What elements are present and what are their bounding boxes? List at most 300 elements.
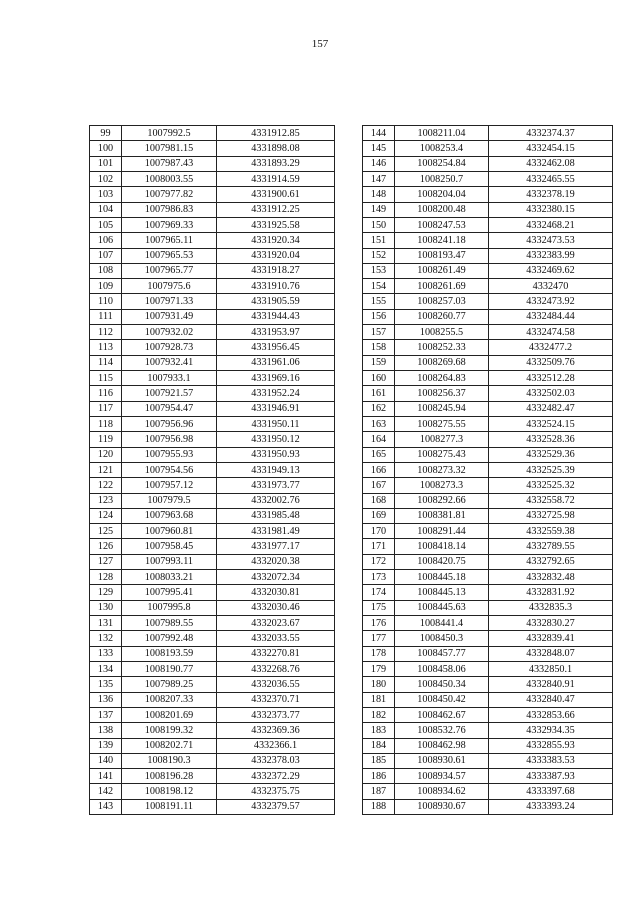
point-number-cell: 168 bbox=[363, 493, 395, 508]
y-coordinate-cell: 4332509.76 bbox=[489, 355, 613, 370]
table-row bbox=[363, 631, 613, 646]
point-number-cell: 167 bbox=[363, 478, 395, 493]
point-number-cell: 112 bbox=[90, 325, 122, 340]
x-coordinate-cell: 1008445.13 bbox=[395, 585, 489, 600]
y-coordinate-cell: 4332525.32 bbox=[489, 478, 613, 493]
table-row bbox=[363, 432, 613, 447]
x-coordinate-cell: 1008273.32 bbox=[395, 462, 489, 477]
y-coordinate-cell: 4331952.24 bbox=[217, 386, 335, 401]
x-coordinate-cell: 1008033.21 bbox=[122, 570, 217, 585]
y-coordinate-cell: 4331900.61 bbox=[217, 187, 335, 202]
y-coordinate-cell: 4332268.76 bbox=[217, 661, 335, 676]
table-row bbox=[90, 340, 335, 355]
x-coordinate-cell: 1008462.67 bbox=[395, 707, 489, 722]
x-coordinate-cell: 1008256.37 bbox=[395, 386, 489, 401]
y-coordinate-cell: 4332848.07 bbox=[489, 646, 613, 661]
x-coordinate-cell: 1008199.32 bbox=[122, 723, 217, 738]
table-row bbox=[363, 462, 613, 477]
y-coordinate-cell: 4331893.29 bbox=[217, 156, 335, 171]
table-row bbox=[90, 753, 335, 768]
y-coordinate-cell: 4332033.55 bbox=[217, 631, 335, 646]
point-number-cell: 160 bbox=[363, 371, 395, 386]
y-coordinate-cell: 4332832.48 bbox=[489, 570, 613, 585]
x-coordinate-cell: 1008420.75 bbox=[395, 554, 489, 569]
table-row bbox=[90, 600, 335, 615]
table-row bbox=[363, 263, 613, 278]
x-coordinate-cell: 1008196.28 bbox=[122, 769, 217, 784]
y-coordinate-cell: 4332831.92 bbox=[489, 585, 613, 600]
table-row bbox=[90, 126, 335, 141]
point-number-cell: 186 bbox=[363, 769, 395, 784]
y-coordinate-cell: 4332502.03 bbox=[489, 386, 613, 401]
y-coordinate-cell: 4332462.08 bbox=[489, 156, 613, 171]
x-coordinate-cell: 1007932.41 bbox=[122, 355, 217, 370]
y-coordinate-cell: 4332473.92 bbox=[489, 294, 613, 309]
table-row bbox=[363, 279, 613, 294]
x-coordinate-cell: 1007957.12 bbox=[122, 478, 217, 493]
point-number-cell: 125 bbox=[90, 524, 122, 539]
x-coordinate-cell: 1008273.3 bbox=[395, 478, 489, 493]
y-coordinate-cell: 4332484.44 bbox=[489, 309, 613, 324]
x-coordinate-cell: 1008291.44 bbox=[395, 524, 489, 539]
y-coordinate-cell: 4332529.36 bbox=[489, 447, 613, 462]
x-coordinate-cell: 1007989.55 bbox=[122, 616, 217, 631]
point-number-cell: 107 bbox=[90, 248, 122, 263]
point-number-cell: 123 bbox=[90, 493, 122, 508]
table-row bbox=[363, 217, 613, 232]
table-row bbox=[90, 570, 335, 585]
x-coordinate-cell: 1007928.73 bbox=[122, 340, 217, 355]
y-coordinate-cell: 4331898.08 bbox=[217, 141, 335, 156]
point-number-cell: 154 bbox=[363, 279, 395, 294]
point-number-cell: 155 bbox=[363, 294, 395, 309]
table-row bbox=[90, 141, 335, 156]
point-number-cell: 151 bbox=[363, 233, 395, 248]
table-row bbox=[90, 554, 335, 569]
table-row bbox=[90, 416, 335, 431]
table-row bbox=[90, 616, 335, 631]
x-coordinate-cell: 1008457.77 bbox=[395, 646, 489, 661]
table-row bbox=[90, 248, 335, 263]
point-number-cell: 110 bbox=[90, 294, 122, 309]
y-coordinate-cell: 4332559.38 bbox=[489, 524, 613, 539]
point-number-cell: 100 bbox=[90, 141, 122, 156]
y-coordinate-cell: 4332482.47 bbox=[489, 401, 613, 416]
point-number-cell: 161 bbox=[363, 386, 395, 401]
point-number-cell: 108 bbox=[90, 263, 122, 278]
table-row bbox=[363, 187, 613, 202]
y-coordinate-cell: 4331918.27 bbox=[217, 263, 335, 278]
point-number-cell: 124 bbox=[90, 508, 122, 523]
point-number-cell: 165 bbox=[363, 447, 395, 462]
y-coordinate-cell: 4331949.13 bbox=[217, 462, 335, 477]
y-coordinate-cell: 4332366.1 bbox=[217, 738, 335, 753]
x-coordinate-cell: 1007993.11 bbox=[122, 554, 217, 569]
x-coordinate-cell: 1007992.5 bbox=[122, 126, 217, 141]
table-row bbox=[363, 401, 613, 416]
table-body-right bbox=[363, 126, 613, 815]
x-coordinate-cell: 1008418.14 bbox=[395, 539, 489, 554]
y-coordinate-cell: 4332789.55 bbox=[489, 539, 613, 554]
table-row bbox=[363, 723, 613, 738]
x-coordinate-cell: 1007954.56 bbox=[122, 462, 217, 477]
y-coordinate-cell: 4332524.15 bbox=[489, 416, 613, 431]
point-number-cell: 132 bbox=[90, 631, 122, 646]
table-row bbox=[363, 508, 613, 523]
point-number-cell: 118 bbox=[90, 416, 122, 431]
table-row bbox=[90, 738, 335, 753]
x-coordinate-cell: 1008381.81 bbox=[395, 508, 489, 523]
table-row bbox=[363, 126, 613, 141]
x-coordinate-cell: 1008253.4 bbox=[395, 141, 489, 156]
x-coordinate-cell: 1008450.42 bbox=[395, 692, 489, 707]
point-number-cell: 131 bbox=[90, 616, 122, 631]
point-number-cell: 157 bbox=[363, 325, 395, 340]
y-coordinate-cell: 4332725.98 bbox=[489, 508, 613, 523]
x-coordinate-cell: 1008275.55 bbox=[395, 416, 489, 431]
y-coordinate-cell: 4332374.37 bbox=[489, 126, 613, 141]
point-number-cell: 177 bbox=[363, 631, 395, 646]
point-number-cell: 174 bbox=[363, 585, 395, 600]
point-number-cell: 127 bbox=[90, 554, 122, 569]
x-coordinate-cell: 1008211.04 bbox=[395, 126, 489, 141]
x-coordinate-cell: 1008201.69 bbox=[122, 707, 217, 722]
table-row bbox=[363, 753, 613, 768]
point-number-cell: 183 bbox=[363, 723, 395, 738]
point-number-cell: 169 bbox=[363, 508, 395, 523]
x-coordinate-cell: 1008190.77 bbox=[122, 661, 217, 676]
x-coordinate-cell: 1007992.48 bbox=[122, 631, 217, 646]
point-number-cell: 156 bbox=[363, 309, 395, 324]
point-number-cell: 166 bbox=[363, 462, 395, 477]
table-row bbox=[363, 707, 613, 722]
point-number-cell: 138 bbox=[90, 723, 122, 738]
y-coordinate-cell: 4332378.03 bbox=[217, 753, 335, 768]
y-coordinate-cell: 4332855.93 bbox=[489, 738, 613, 753]
point-number-cell: 176 bbox=[363, 616, 395, 631]
x-coordinate-cell: 1008462.98 bbox=[395, 738, 489, 753]
table-row bbox=[90, 784, 335, 799]
y-coordinate-cell: 4332558.72 bbox=[489, 493, 613, 508]
table-row bbox=[363, 616, 613, 631]
table-row bbox=[90, 355, 335, 370]
y-coordinate-cell: 4332477.2 bbox=[489, 340, 613, 355]
table-row bbox=[90, 171, 335, 186]
x-coordinate-cell: 1008277.3 bbox=[395, 432, 489, 447]
x-coordinate-cell: 1007955.93 bbox=[122, 447, 217, 462]
y-coordinate-cell: 4332830.27 bbox=[489, 616, 613, 631]
point-number-cell: 101 bbox=[90, 156, 122, 171]
y-coordinate-cell: 4332469.62 bbox=[489, 263, 613, 278]
y-coordinate-cell: 4332020.38 bbox=[217, 554, 335, 569]
table-row bbox=[90, 661, 335, 676]
point-number-cell: 181 bbox=[363, 692, 395, 707]
point-number-cell: 163 bbox=[363, 416, 395, 431]
table-row bbox=[90, 524, 335, 539]
table-row bbox=[363, 554, 613, 569]
point-number-cell: 140 bbox=[90, 753, 122, 768]
table-row bbox=[363, 202, 613, 217]
point-number-cell: 147 bbox=[363, 171, 395, 186]
table-row bbox=[363, 248, 613, 263]
table-row bbox=[90, 325, 335, 340]
table-row bbox=[363, 738, 613, 753]
table-row bbox=[363, 769, 613, 784]
x-coordinate-cell: 1007969.33 bbox=[122, 217, 217, 232]
y-coordinate-cell: 4332850.1 bbox=[489, 661, 613, 676]
x-coordinate-cell: 1008930.61 bbox=[395, 753, 489, 768]
x-coordinate-cell: 1007956.96 bbox=[122, 416, 217, 431]
point-number-cell: 134 bbox=[90, 661, 122, 676]
point-number-cell: 136 bbox=[90, 692, 122, 707]
x-coordinate-cell: 1008261.69 bbox=[395, 279, 489, 294]
table-row bbox=[90, 585, 335, 600]
y-coordinate-cell: 4332839.41 bbox=[489, 631, 613, 646]
point-number-cell: 175 bbox=[363, 600, 395, 615]
point-number-cell: 119 bbox=[90, 432, 122, 447]
table-row bbox=[90, 401, 335, 416]
y-coordinate-cell: 4332470 bbox=[489, 279, 613, 294]
table-row bbox=[363, 585, 613, 600]
point-number-cell: 179 bbox=[363, 661, 395, 676]
x-coordinate-cell: 1008264.83 bbox=[395, 371, 489, 386]
point-number-cell: 159 bbox=[363, 355, 395, 370]
x-coordinate-cell: 1008254.84 bbox=[395, 156, 489, 171]
table-row bbox=[363, 309, 613, 324]
x-coordinate-cell: 1007963.68 bbox=[122, 508, 217, 523]
point-number-cell: 111 bbox=[90, 309, 122, 324]
x-coordinate-cell: 1008934.57 bbox=[395, 769, 489, 784]
point-number-cell: 142 bbox=[90, 784, 122, 799]
table-row bbox=[90, 447, 335, 462]
point-number-cell: 117 bbox=[90, 401, 122, 416]
x-coordinate-cell: 1007989.25 bbox=[122, 677, 217, 692]
table-row bbox=[363, 799, 613, 814]
x-coordinate-cell: 1007965.77 bbox=[122, 263, 217, 278]
y-coordinate-cell: 4331985.48 bbox=[217, 508, 335, 523]
table-row bbox=[363, 600, 613, 615]
y-coordinate-cell: 4331953.97 bbox=[217, 325, 335, 340]
table-row bbox=[363, 524, 613, 539]
y-coordinate-cell: 4332835.3 bbox=[489, 600, 613, 615]
point-number-cell: 178 bbox=[363, 646, 395, 661]
y-coordinate-cell: 4331905.59 bbox=[217, 294, 335, 309]
y-coordinate-cell: 4331950.12 bbox=[217, 432, 335, 447]
point-number-cell: 170 bbox=[363, 524, 395, 539]
x-coordinate-cell: 1008450.34 bbox=[395, 677, 489, 692]
table-row bbox=[363, 447, 613, 462]
y-coordinate-cell: 4332370.71 bbox=[217, 692, 335, 707]
x-coordinate-cell: 1008003.55 bbox=[122, 171, 217, 186]
x-coordinate-cell: 1008261.49 bbox=[395, 263, 489, 278]
y-coordinate-cell: 4333387.93 bbox=[489, 769, 613, 784]
x-coordinate-cell: 1008252.33 bbox=[395, 340, 489, 355]
x-coordinate-cell: 1008445.18 bbox=[395, 570, 489, 585]
table-row bbox=[90, 462, 335, 477]
point-number-cell: 182 bbox=[363, 707, 395, 722]
y-coordinate-cell: 4331910.76 bbox=[217, 279, 335, 294]
table-row bbox=[363, 539, 613, 554]
y-coordinate-cell: 4331912.85 bbox=[217, 126, 335, 141]
y-coordinate-cell: 4331946.91 bbox=[217, 401, 335, 416]
point-number-cell: 109 bbox=[90, 279, 122, 294]
y-coordinate-cell: 4333383.53 bbox=[489, 753, 613, 768]
y-coordinate-cell: 4331950.11 bbox=[217, 416, 335, 431]
x-coordinate-cell: 1007987.43 bbox=[122, 156, 217, 171]
table-row bbox=[363, 371, 613, 386]
y-coordinate-cell: 4331956.45 bbox=[217, 340, 335, 355]
point-number-cell: 172 bbox=[363, 554, 395, 569]
y-coordinate-cell: 4332465.55 bbox=[489, 171, 613, 186]
table-row bbox=[363, 493, 613, 508]
point-number-cell: 106 bbox=[90, 233, 122, 248]
x-coordinate-cell: 1007932.02 bbox=[122, 325, 217, 340]
x-coordinate-cell: 1007954.47 bbox=[122, 401, 217, 416]
table-row bbox=[90, 508, 335, 523]
x-coordinate-cell: 1008202.71 bbox=[122, 738, 217, 753]
x-coordinate-cell: 1007981.15 bbox=[122, 141, 217, 156]
y-coordinate-cell: 4331961.06 bbox=[217, 355, 335, 370]
table-row bbox=[363, 294, 613, 309]
table-row bbox=[90, 646, 335, 661]
point-number-cell: 133 bbox=[90, 646, 122, 661]
point-number-cell: 144 bbox=[363, 126, 395, 141]
x-coordinate-cell: 1007921.57 bbox=[122, 386, 217, 401]
x-coordinate-cell: 1008292.66 bbox=[395, 493, 489, 508]
point-number-cell: 149 bbox=[363, 202, 395, 217]
table-row bbox=[363, 478, 613, 493]
point-number-cell: 171 bbox=[363, 539, 395, 554]
y-coordinate-cell: 4331969.16 bbox=[217, 371, 335, 386]
x-coordinate-cell: 1007971.33 bbox=[122, 294, 217, 309]
point-number-cell: 153 bbox=[363, 263, 395, 278]
x-coordinate-cell: 1008532.76 bbox=[395, 723, 489, 738]
y-coordinate-cell: 4332473.53 bbox=[489, 233, 613, 248]
point-number-cell: 116 bbox=[90, 386, 122, 401]
table-row bbox=[363, 692, 613, 707]
x-coordinate-cell: 1008275.43 bbox=[395, 447, 489, 462]
y-coordinate-cell: 4332528.36 bbox=[489, 432, 613, 447]
x-coordinate-cell: 1008241.18 bbox=[395, 233, 489, 248]
y-coordinate-cell: 4332375.75 bbox=[217, 784, 335, 799]
point-number-cell: 188 bbox=[363, 799, 395, 814]
x-coordinate-cell: 1007931.49 bbox=[122, 309, 217, 324]
table-row bbox=[90, 202, 335, 217]
x-coordinate-cell: 1007965.53 bbox=[122, 248, 217, 263]
table-row bbox=[363, 233, 613, 248]
y-coordinate-cell: 4332036.55 bbox=[217, 677, 335, 692]
table-row bbox=[363, 646, 613, 661]
table-row bbox=[363, 325, 613, 340]
y-coordinate-cell: 4332792.65 bbox=[489, 554, 613, 569]
table-row bbox=[363, 355, 613, 370]
table-row bbox=[90, 692, 335, 707]
y-coordinate-cell: 4332369.36 bbox=[217, 723, 335, 738]
y-coordinate-cell: 4331973.77 bbox=[217, 478, 335, 493]
point-number-cell: 99 bbox=[90, 126, 122, 141]
table-row bbox=[90, 769, 335, 784]
x-coordinate-cell: 1008191.11 bbox=[122, 799, 217, 814]
y-coordinate-cell: 4332372.29 bbox=[217, 769, 335, 784]
y-coordinate-cell: 4332030.81 bbox=[217, 585, 335, 600]
x-coordinate-cell: 1007975.6 bbox=[122, 279, 217, 294]
page-number: 157 bbox=[311, 38, 329, 50]
point-number-cell: 145 bbox=[363, 141, 395, 156]
x-coordinate-cell: 1007979.5 bbox=[122, 493, 217, 508]
y-coordinate-cell: 4333393.24 bbox=[489, 799, 613, 814]
table-row bbox=[90, 799, 335, 814]
y-coordinate-cell: 4332934.35 bbox=[489, 723, 613, 738]
table-row bbox=[363, 340, 613, 355]
x-coordinate-cell: 1007965.11 bbox=[122, 233, 217, 248]
x-coordinate-cell: 1007986.83 bbox=[122, 202, 217, 217]
point-number-cell: 103 bbox=[90, 187, 122, 202]
x-coordinate-cell: 1008269.68 bbox=[395, 355, 489, 370]
x-coordinate-cell: 1008441.4 bbox=[395, 616, 489, 631]
x-coordinate-cell: 1008207.33 bbox=[122, 692, 217, 707]
x-coordinate-cell: 1008934.62 bbox=[395, 784, 489, 799]
y-coordinate-cell: 4333397.68 bbox=[489, 784, 613, 799]
table-row bbox=[363, 677, 613, 692]
table-row bbox=[90, 263, 335, 278]
point-number-cell: 148 bbox=[363, 187, 395, 202]
point-number-cell: 105 bbox=[90, 217, 122, 232]
x-coordinate-cell: 1008193.59 bbox=[122, 646, 217, 661]
point-number-cell: 102 bbox=[90, 171, 122, 186]
table-row bbox=[363, 386, 613, 401]
table-row bbox=[90, 233, 335, 248]
y-coordinate-cell: 4332030.46 bbox=[217, 600, 335, 615]
x-coordinate-cell: 1008445.63 bbox=[395, 600, 489, 615]
point-number-cell: 187 bbox=[363, 784, 395, 799]
table-row bbox=[363, 156, 613, 171]
table-row bbox=[90, 723, 335, 738]
point-number-cell: 128 bbox=[90, 570, 122, 585]
point-number-cell: 135 bbox=[90, 677, 122, 692]
y-coordinate-cell: 4332072.34 bbox=[217, 570, 335, 585]
coordinate-table-left bbox=[89, 125, 335, 815]
table-row bbox=[90, 493, 335, 508]
table-row bbox=[363, 570, 613, 585]
point-number-cell: 158 bbox=[363, 340, 395, 355]
x-coordinate-cell: 1007933.1 bbox=[122, 371, 217, 386]
point-number-cell: 139 bbox=[90, 738, 122, 753]
y-coordinate-cell: 4332270.81 bbox=[217, 646, 335, 661]
y-coordinate-cell: 4331912.25 bbox=[217, 202, 335, 217]
y-coordinate-cell: 4332002.76 bbox=[217, 493, 335, 508]
table-row bbox=[90, 539, 335, 554]
y-coordinate-cell: 4332454.15 bbox=[489, 141, 613, 156]
y-coordinate-cell: 4331944.43 bbox=[217, 309, 335, 324]
table-row bbox=[90, 309, 335, 324]
point-number-cell: 113 bbox=[90, 340, 122, 355]
y-coordinate-cell: 4332512.28 bbox=[489, 371, 613, 386]
point-number-cell: 150 bbox=[363, 217, 395, 232]
coordinate-table-right bbox=[362, 125, 613, 815]
point-number-cell: 146 bbox=[363, 156, 395, 171]
x-coordinate-cell: 1007956.98 bbox=[122, 432, 217, 447]
point-number-cell: 126 bbox=[90, 539, 122, 554]
point-number-cell: 122 bbox=[90, 478, 122, 493]
point-number-cell: 164 bbox=[363, 432, 395, 447]
point-number-cell: 130 bbox=[90, 600, 122, 615]
x-coordinate-cell: 1008257.03 bbox=[395, 294, 489, 309]
point-number-cell: 173 bbox=[363, 570, 395, 585]
x-coordinate-cell: 1007977.82 bbox=[122, 187, 217, 202]
point-number-cell: 115 bbox=[90, 371, 122, 386]
x-coordinate-cell: 1007995.41 bbox=[122, 585, 217, 600]
point-number-cell: 120 bbox=[90, 447, 122, 462]
